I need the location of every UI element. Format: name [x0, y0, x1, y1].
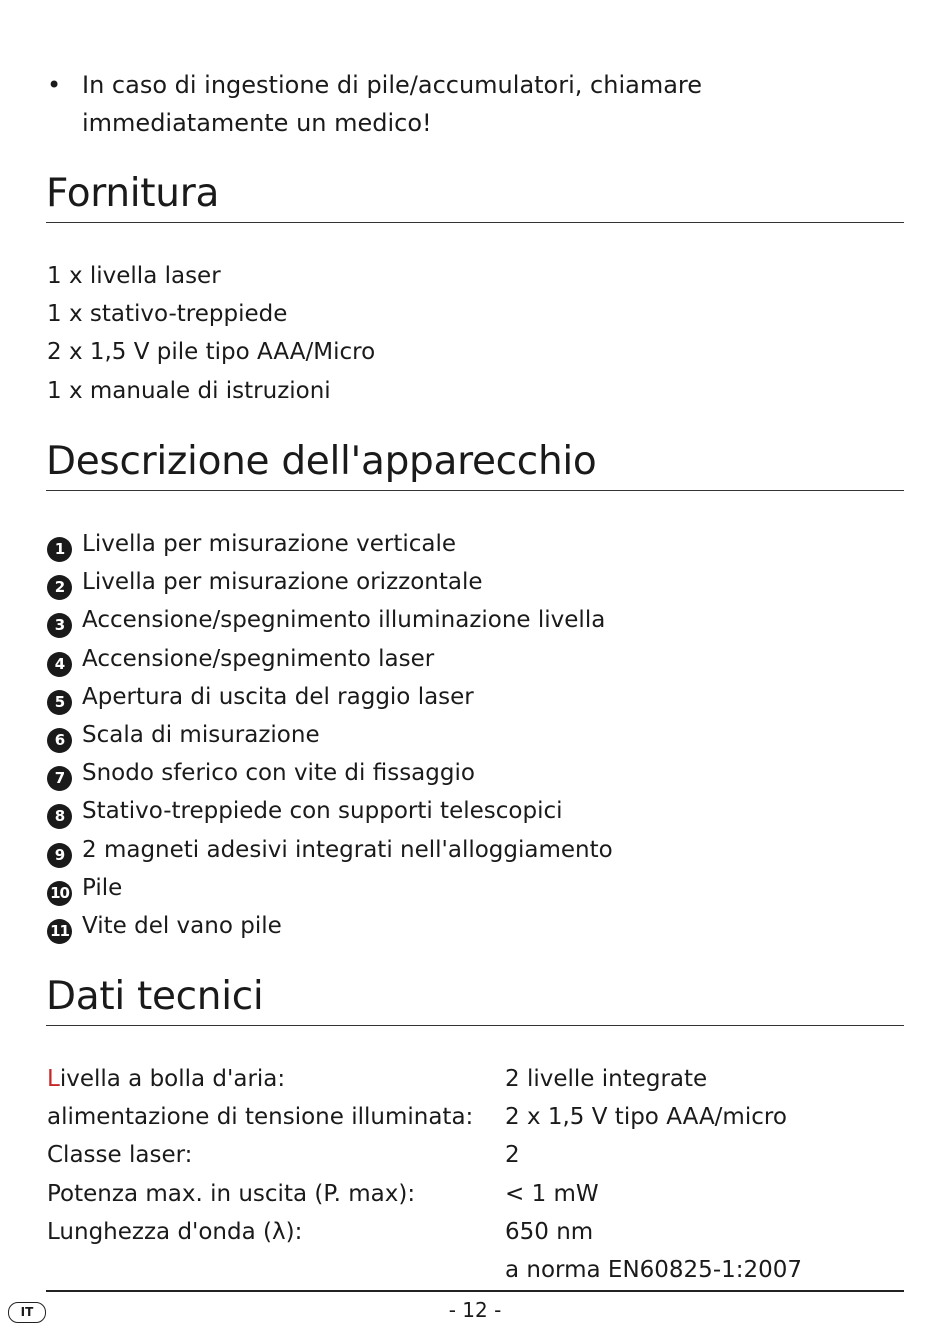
bullet-icon: • — [47, 71, 62, 99]
number-badge-icon: 4 — [47, 652, 72, 677]
number-badge-icon: 7 — [47, 766, 72, 791]
list-item — [47, 640, 613, 678]
spec-label-rest: ivella a bolla d'aria: — [59, 1066, 286, 1092]
number-badge-icon: 10 — [47, 881, 72, 906]
spec-value: 2 livelle integrate — [505, 1066, 708, 1092]
list-item — [47, 831, 613, 869]
specs-table — [47, 1060, 907, 1289]
list-item — [47, 716, 613, 754]
list-item — [47, 525, 613, 563]
item-label: Stativo-treppiede con supporti telescopici — [82, 798, 563, 825]
spec-value: 2 — [505, 1142, 520, 1169]
list-item — [47, 678, 613, 716]
spec-value: a norma EN60825-1:2007 — [505, 1256, 803, 1283]
spec-row — [47, 1098, 907, 1136]
section-title-descrizione: Descrizione dell'apparecchio — [46, 439, 597, 484]
fornitura-list — [47, 257, 375, 410]
descrizione-list — [47, 525, 613, 945]
spec-label: Potenza max. in uscita (P. max): — [47, 1180, 416, 1207]
spec-label-initial: L — [47, 1066, 60, 1092]
item-label: Scala di misurazione — [82, 722, 320, 749]
item-label: Vite del vano pile — [82, 913, 282, 940]
section-title-fornitura: Fornitura — [46, 171, 220, 216]
list-item — [47, 792, 613, 830]
spec-row — [47, 1251, 907, 1289]
list-item: 1 x manuale di istruzioni — [47, 377, 331, 404]
spec-value: 2 x 1,5 V tipo AAA/micro — [505, 1104, 787, 1131]
list-item — [47, 754, 613, 792]
page-number: - 12 - — [448, 1298, 502, 1322]
list-item — [47, 907, 613, 945]
list-item — [47, 869, 613, 907]
number-badge-icon: 3 — [47, 613, 72, 638]
spec-label — [47, 1060, 285, 1098]
list-item — [47, 601, 613, 639]
list-item: 2 x 1,5 V pile tipo AAA/Micro — [47, 339, 376, 366]
section-divider — [46, 490, 904, 491]
section-title-dati-tecnici: Dati tecnici — [46, 974, 264, 1019]
number-badge-icon: 8 — [47, 804, 72, 829]
item-label: Apertura di uscita del raggio laser — [82, 683, 474, 710]
spec-label: alimentazione di tensione illuminata: — [47, 1104, 474, 1131]
list-item — [47, 563, 613, 601]
number-badge-icon: 6 — [47, 728, 72, 753]
section-divider — [46, 1025, 904, 1026]
spec-row — [47, 1213, 907, 1251]
warning-text: In caso di ingestione di pile/accumulatori, chiamare immediatamente un medico! — [82, 71, 703, 137]
number-badge-icon: 11 — [47, 919, 72, 944]
spec-row — [47, 1060, 907, 1098]
item-label: Pile — [82, 874, 123, 901]
spec-value: 650 nm — [505, 1218, 594, 1245]
list-item: 1 x stativo-treppiede — [47, 301, 288, 328]
number-badge-icon: 1 — [47, 537, 72, 562]
list-item: 1 x livella laser — [47, 263, 221, 289]
item-label: Livella per misurazione verticale — [82, 531, 457, 557]
number-badge-icon: 9 — [47, 843, 72, 868]
language-badge: IT — [8, 1302, 46, 1323]
item-label: Accensione/spegnimento laser — [82, 645, 435, 672]
spec-row — [47, 1175, 907, 1213]
item-label: 2 magneti adesivi integrati nell'alloggiamento — [82, 836, 613, 863]
spec-value: < 1 mW — [505, 1180, 599, 1207]
spec-label: Classe laser: — [47, 1142, 193, 1169]
section-divider — [46, 222, 904, 223]
item-label: Livella per misurazione orizzontale — [82, 569, 483, 596]
item-label: Snodo sferico con vite di fissaggio — [82, 760, 475, 787]
spec-row — [47, 1136, 907, 1174]
number-badge-icon: 2 — [47, 575, 72, 600]
footer-divider — [46, 1290, 904, 1292]
spec-label: Lunghezza d'onda (λ): — [47, 1218, 303, 1245]
number-badge-icon: 5 — [47, 690, 72, 715]
warning-bullet — [47, 66, 897, 142]
item-label: Accensione/spegnimento illuminazione livella — [82, 607, 606, 634]
